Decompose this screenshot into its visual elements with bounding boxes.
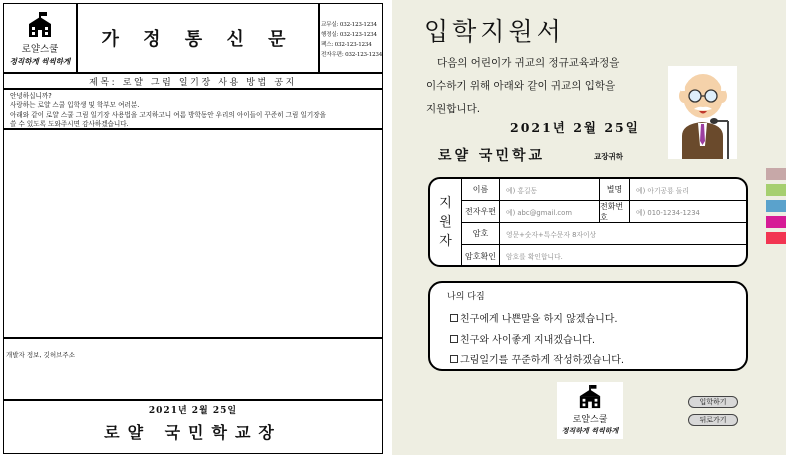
pledge-checkbox[interactable] — [450, 355, 458, 363]
newsletter-panel — [0, 0, 385, 455]
pledge-item-2[interactable] — [450, 331, 595, 346]
phone-input[interactable]: 예) 010-1234-1234 — [636, 208, 700, 217]
password-label: 암호 — [462, 223, 500, 244]
intro-line: 지원합니다. — [426, 103, 481, 115]
contact-office: 교무실: 032-123-1234 — [321, 22, 377, 28]
form-row-password — [462, 223, 746, 245]
pledge-item-1[interactable] — [450, 310, 618, 325]
pledge-text: 친구에게 나쁜말을 하지 않겠습니다. — [460, 314, 618, 325]
developer-info-text: 개발자 정보, 깃허브주소 — [6, 351, 75, 359]
pledge-box — [428, 281, 748, 371]
name-input[interactable]: 예) 홍길동 — [500, 179, 600, 200]
content-area — [3, 129, 383, 338]
applicant-side-label — [430, 179, 462, 265]
body-line: 쓸 수 있도록 도와주시면 감사하겠습니다. — [10, 119, 129, 128]
back-button[interactable]: 뒤로가기 — [688, 414, 738, 426]
school-logo — [3, 3, 77, 73]
application-honorific: 교장귀하 — [594, 152, 623, 161]
form-row-email — [462, 201, 746, 223]
nickname-input[interactable]: 예) 아기공룡 둘리 — [636, 186, 689, 195]
newsletter-title-box — [77, 3, 319, 73]
logo-name: 로얄스쿨 — [572, 415, 608, 425]
signature-name: 로얄 국민학교장 — [104, 423, 282, 442]
signature-date: 2021년 2월 25일 — [148, 406, 238, 416]
application-school: 로얄 국민학교 — [438, 148, 546, 164]
contact-info — [319, 3, 383, 73]
color-swatch-5[interactable] — [766, 232, 786, 244]
school-building-icon — [27, 12, 53, 38]
logo-motto: 정직하게 씩씩하게 — [561, 427, 619, 435]
subject-text: 제목: 로얄 그림 일기장 사용 방법 공지 — [89, 77, 297, 88]
nickname-label: 별명 — [600, 179, 630, 200]
application-panel — [392, 0, 786, 455]
contact-fax: 팩스: 032-123-1234 — [321, 42, 372, 48]
school-building-icon — [578, 385, 602, 409]
pledge-item-3[interactable] — [450, 351, 624, 366]
side-char: 원 — [439, 214, 452, 230]
color-swatch-1[interactable] — [766, 168, 786, 180]
pledge-text: 그림일기를 꾸준하게 작성하겠습니다. — [460, 355, 625, 366]
logo-motto: 정직하게 씩씩하게 — [9, 57, 71, 66]
form-row-password-confirm — [462, 245, 746, 267]
developer-info — [3, 338, 383, 400]
pledge-checkbox[interactable] — [450, 314, 458, 322]
panel-divider — [385, 0, 392, 455]
email-label: 전자우편 — [462, 201, 500, 222]
intro-line: 다음의 어린이가 귀교의 정규교육과정을 — [437, 57, 620, 69]
application-date: 2021년 2월 25일 — [510, 120, 640, 135]
contact-admin: 행정실: 032-123-1234 — [321, 32, 377, 38]
pledge-checkbox[interactable] — [450, 335, 458, 343]
principal-illustration — [668, 66, 737, 159]
application-title: 입학지원서 — [424, 17, 565, 46]
name-label: 이름 — [462, 179, 500, 200]
signature-block — [3, 400, 383, 454]
apply-button[interactable]: 입학하기 — [688, 396, 738, 408]
password-input[interactable]: 영문+숫자+특수문자 8자이상 — [506, 230, 597, 239]
color-swatches — [766, 168, 786, 248]
newsletter-title: 가 정 통 신 문 — [101, 29, 295, 50]
body-line: 안녕하십니까? — [10, 92, 52, 100]
password-confirm-label: 암호확인 — [462, 245, 500, 267]
phone-label: 전화번호 — [600, 201, 630, 222]
color-swatch-4[interactable] — [766, 216, 786, 228]
newsletter-body — [3, 89, 383, 129]
body-line: 아래와 같이 로얄 스쿨 그림 일기장 사용법을 고지하고니 여름 방학동안 우리의 아이들이 꾸준히 그림 일기장을 — [10, 110, 326, 119]
form-row-name — [462, 179, 746, 201]
intro-line: 이수하기 위해 아래와 같이 귀교의 입학을 — [426, 80, 616, 92]
email-input[interactable]: 예) abc@gmail.com — [500, 201, 600, 222]
side-char: 지 — [439, 195, 452, 211]
password-confirm-input[interactable]: 암호를 확인합니다. — [506, 253, 563, 261]
side-char: 자 — [439, 233, 452, 249]
pledge-text: 친구와 사이좋게 지내겠습니다. — [460, 335, 596, 346]
applicant-form — [428, 177, 748, 267]
pledge-title: 나의 다짐 — [447, 292, 485, 302]
school-logo-bottom — [557, 382, 623, 439]
principal-icon — [668, 66, 737, 159]
contact-email: 전자우편: 032-123-1234 — [321, 52, 383, 58]
subject-line — [3, 73, 383, 89]
logo-name: 로얄스쿨 — [21, 44, 59, 55]
body-line: 사랑하는 로얄 스쿨 입학생 및 학부모 여러분. — [10, 101, 140, 110]
color-swatch-2[interactable] — [766, 184, 786, 196]
color-swatch-3[interactable] — [766, 200, 786, 212]
application-intro — [426, 52, 619, 121]
